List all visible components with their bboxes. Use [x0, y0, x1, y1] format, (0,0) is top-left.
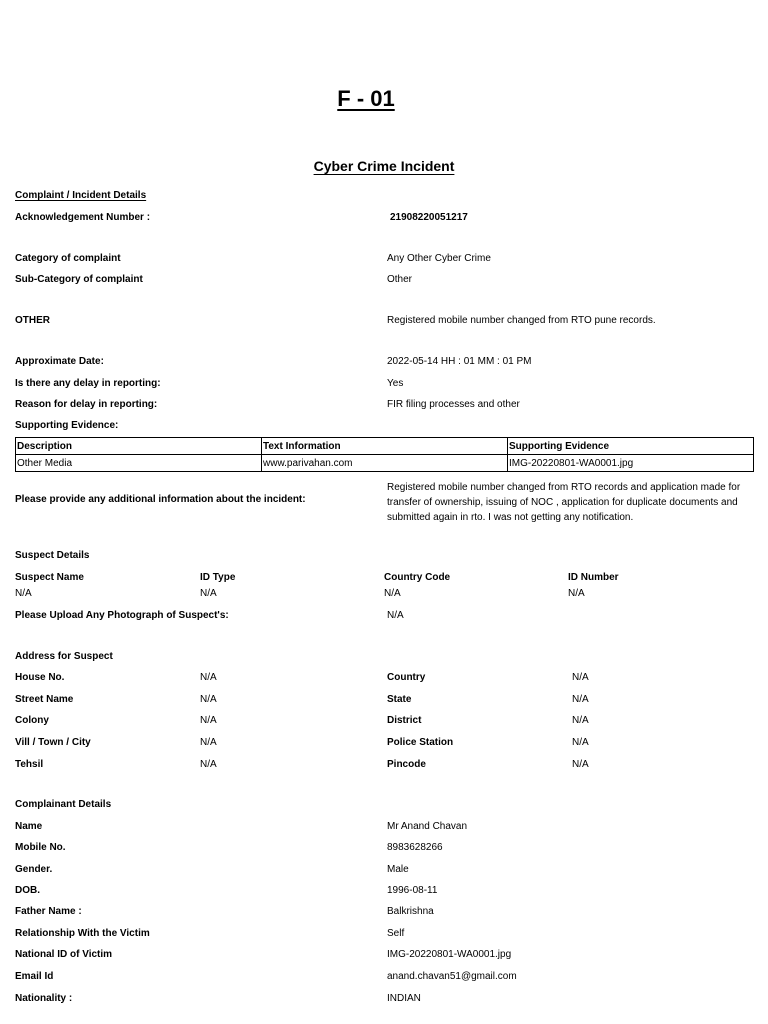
district-label: District	[387, 715, 422, 726]
father-name-value: Balkrishna	[387, 906, 434, 917]
national-id-value: IMG-20220801-WA0001.jpg	[387, 949, 512, 960]
table-row	[16, 455, 754, 472]
ack-number-label: Acknowledgement Number :	[15, 212, 151, 223]
table-cell-text-info: www.parivahan.com	[262, 455, 508, 472]
police-station-value: N/A	[572, 737, 589, 748]
pincode-value: N/A	[572, 759, 589, 770]
additional-info-value: Registered mobile number changed from RTO records and application made for transfer of ownership, issuing of NOC , application for duplicate documents and submitted again in rto. I was not getting any notification.	[387, 482, 741, 523]
police-station-label: Police Station	[387, 737, 454, 748]
supporting-evidence-label: Supporting Evidence:	[15, 420, 119, 431]
id-type-header: ID Type	[200, 572, 236, 583]
country-code-value: N/A	[384, 588, 401, 599]
category-label: Category of complaint	[15, 253, 121, 264]
table-cell-evidence: IMG-20220801-WA0001.jpg	[508, 455, 754, 472]
gender-value: Male	[387, 864, 409, 875]
complainant-name-label: Name	[15, 821, 43, 832]
street-name-value: N/A	[200, 694, 217, 705]
mobile-label: Mobile No.	[15, 842, 66, 853]
state-label: State	[387, 694, 412, 705]
dob-value: 1996-08-11	[387, 885, 438, 896]
suspect-photo-value: N/A	[387, 610, 404, 621]
suspect-name-value: N/A	[15, 588, 32, 599]
colony-value: N/A	[200, 715, 217, 726]
suspect-name-header: Suspect Name	[15, 572, 84, 583]
pincode-label: Pincode	[387, 759, 426, 770]
state-value: N/A	[572, 694, 589, 705]
house-no-label: House No.	[15, 672, 65, 683]
country-label: Country	[387, 672, 426, 683]
national-id-label: National ID of Victim	[15, 949, 113, 960]
section-incident-heading: Complaint / Incident Details	[15, 190, 147, 201]
email-label: Email Id	[15, 971, 54, 982]
table-cell-description: Other Media	[16, 455, 262, 472]
country-code-header: Country Code	[384, 572, 451, 583]
other-value: Registered mobile number changed from RTO pune records.	[387, 315, 656, 326]
page-title: Cyber Crime Incident	[313, 158, 455, 174]
table-header-row	[16, 438, 754, 455]
form-number: F - 01	[337, 86, 395, 111]
dob-label: DOB.	[15, 885, 40, 896]
nationality-value: INDIAN	[387, 993, 421, 1004]
house-no-value: N/A	[200, 672, 217, 683]
colony-label: Colony	[15, 715, 49, 726]
relationship-value: Self	[387, 928, 405, 939]
table-header-description: Description	[16, 438, 262, 455]
subcategory-value: Other	[387, 274, 413, 285]
additional-info-label: Please provide any additional information about the incident:	[15, 494, 306, 505]
mobile-value: 8983628266	[387, 842, 443, 853]
id-number-header: ID Number	[568, 572, 619, 583]
suspect-photo-label: Please Upload Any Photograph of Suspect's:	[15, 610, 229, 621]
tehsil-value: N/A	[200, 759, 217, 770]
tehsil-label: Tehsil	[15, 759, 44, 770]
father-name-label: Father Name :	[15, 906, 82, 917]
delay-label: Is there any delay in reporting:	[15, 378, 161, 389]
delay-reason-value: FIR filing processes and other	[387, 399, 520, 410]
street-name-label: Street Name	[15, 694, 74, 705]
section-suspect-heading: Suspect Details	[15, 550, 90, 561]
city-label: Vill / Town / City	[15, 737, 91, 748]
complainant-name-value: Mr Anand Chavan	[387, 821, 468, 832]
email-value: anand.chavan51@gmail.com	[387, 971, 517, 982]
table-header-evidence: Supporting Evidence	[508, 438, 754, 455]
section-complainant-heading: Complainant Details	[15, 799, 112, 810]
other-label: OTHER	[15, 315, 50, 326]
subcategory-label: Sub-Category of complaint	[15, 274, 143, 285]
district-value: N/A	[572, 715, 589, 726]
id-number-value: N/A	[568, 588, 585, 599]
city-value: N/A	[200, 737, 217, 748]
delay-reason-label: Reason for delay in reporting:	[15, 399, 158, 410]
approx-date-label: Approximate Date:	[15, 356, 104, 367]
delay-value: Yes	[387, 378, 404, 389]
evidence-table	[15, 437, 754, 472]
ack-number-value: 21908220051217	[390, 212, 468, 223]
gender-label: Gender.	[15, 864, 53, 875]
relationship-label: Relationship With the Victim	[15, 928, 150, 939]
country-value: N/A	[572, 672, 589, 683]
nationality-label: Nationality :	[15, 993, 73, 1004]
approx-date-value: 2022-05-14 HH : 01 MM : 01 PM	[387, 356, 532, 367]
category-value: Any Other Cyber Crime	[387, 253, 491, 264]
id-type-value: N/A	[200, 588, 217, 599]
section-address-heading: Address for Suspect	[15, 651, 113, 662]
table-header-text-info: Text Information	[262, 438, 508, 455]
